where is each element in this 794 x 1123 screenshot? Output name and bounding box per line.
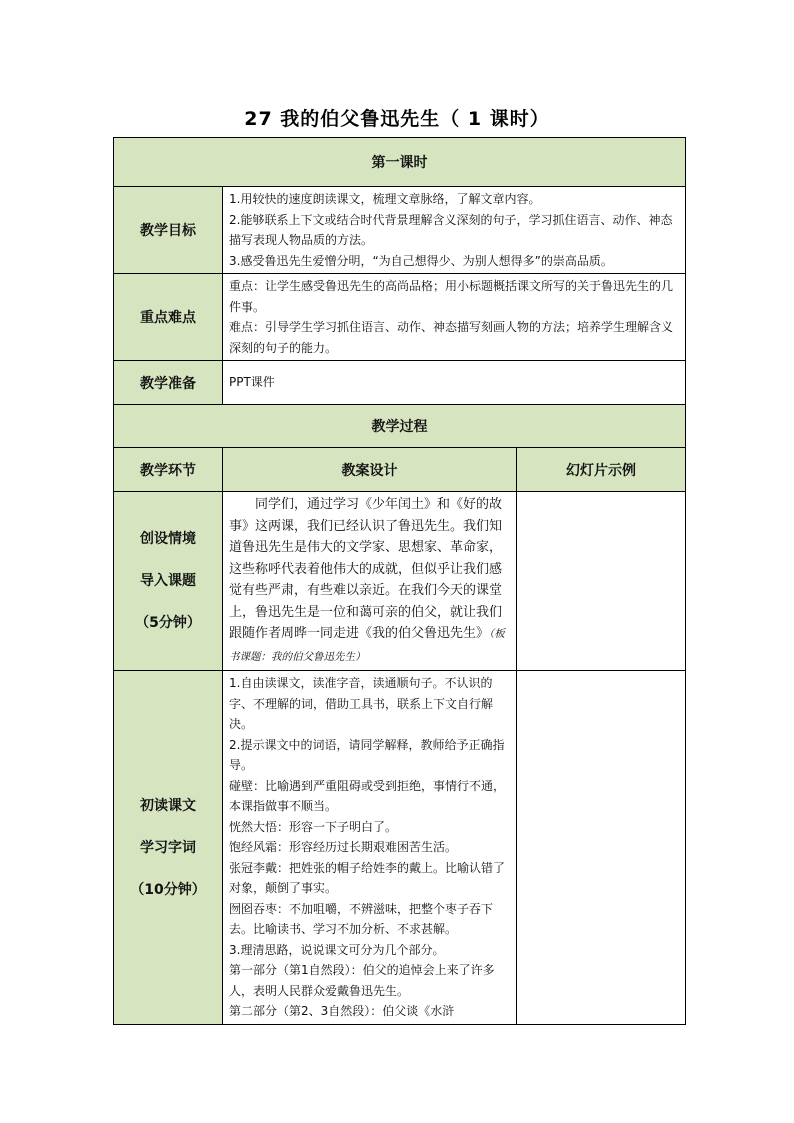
column-header-design: 教案设计 [223, 448, 517, 492]
process-title-row [114, 405, 686, 448]
design-line: 碰壁：比喻遇到严重阻碍或受到拒绝，事情行不通，本课指做事不顺当。 [229, 778, 506, 813]
design-line: 第一部分（第1自然段）：伯父的追悼会上来了许多人，表明人民群众爱戴鲁迅先生。 [229, 963, 495, 998]
stage-label-line: （5分钟） [135, 615, 201, 631]
intro-text: 同学们，通过学习《少年闰土》和《好的故事》这两课，我们已经认识了鲁迅先生。我们知道鲁迅先生是伟大的文学家、思想家、革命家，这些称呼代表着他伟大的成就，但似乎让我们感觉有些严肃，有些难以亲近。在我们今天的课堂上，鲁迅先生是一位和蔼可亲的伯父，就让我们跟随作者周晔一同走进《我的伯父鲁迅先生》 [229, 497, 503, 641]
column-header-stage: 教学环节 [114, 448, 223, 492]
stage-label-line: 导入课题 [140, 573, 196, 589]
stage-design [223, 671, 517, 1025]
design-line: 2.提示课文中的词语，请同学解释，教师给予正确指导。 [229, 737, 505, 772]
keypoints-label: 重点难点 [114, 274, 223, 361]
design-line: 1.自由读课文，读准字音，读通顺句子。不认识的字、不理解的词，借助工具书，联系上下文自行解决。 [229, 676, 494, 731]
stage-label-line: （10分钟） [130, 881, 206, 898]
design-line: 张冠李戴：把姓张的帽子给姓李的戴上。比喻认错了对象，颠倒了事实。 [229, 860, 506, 895]
stage-slide [517, 671, 686, 1025]
design-line: 3.理清思路，说说课文可分为几个部分。 [229, 942, 445, 957]
stage-slide [517, 492, 686, 671]
stage-design [223, 492, 517, 671]
stage-row [114, 671, 686, 1025]
process-title: 教学过程 [114, 405, 686, 448]
keypoints-row [114, 274, 686, 361]
keypoint-item: 重点：让学生感受鲁迅先生的高尚品格；用小标题概括课文所写的关于鲁迅先生的几件事。 [229, 279, 674, 314]
preparation-value: PPT课件 [223, 361, 686, 405]
goals-row [114, 187, 686, 274]
design-line: 恍然大悟：形容一下子明白了。 [229, 819, 398, 834]
preparation-row [114, 361, 686, 405]
page-title: 27 我的伯父鲁迅先生（ 1 课时） [244, 108, 550, 130]
stage-row [114, 492, 686, 671]
stage-label-line: 初读课文 [140, 797, 196, 814]
stage-label [114, 492, 223, 671]
goal-item: 3.感受鲁迅先生爱憎分明，“为自己想得少、为别人想得多”的崇高品质。 [229, 253, 613, 268]
keypoint-item: 难点：引导学生学习抓住语言、动作、神态描写刻画人物的方法；培养学生理解含义深刻的句子的能力。 [229, 320, 674, 355]
goals-content [223, 187, 686, 274]
keypoints-content [223, 274, 686, 361]
stage-label-line: 创设情境 [140, 531, 196, 547]
process-header-row [114, 448, 686, 492]
stage-label-line: 学习字词 [140, 839, 196, 856]
blackboard-note: （板书课题：我的伯父鲁迅先生） [229, 628, 505, 663]
column-header-slides: 幻灯片示例 [517, 448, 686, 492]
goal-item: 2.能够联系上下文或结合时代背景理解含义深刻的句子，学习抓住语言、动作、神态描写表现人物品质的方法。 [229, 212, 673, 247]
design-line: 囫囵吞枣：不加咀嚼，不辨滋味，把整个枣子吞下去。比喻读书、学习不加分析、不求甚解。 [229, 901, 494, 936]
preparation-label: 教学准备 [114, 361, 223, 405]
stage-label [114, 671, 223, 1025]
lesson-plan-table [113, 137, 686, 1025]
design-line: 第二部分（第2、3自然段）：伯父谈《水浒 [229, 1004, 455, 1018]
session-header: 第一课时 [114, 138, 686, 187]
goal-item: 1.用较快的速度朗读课文，梳理文章脉络，了解文章内容。 [229, 192, 541, 206]
stage-design-text [229, 494, 512, 668]
goals-label: 教学目标 [114, 187, 223, 274]
design-line: 饱经风霜：形容经历过长期艰难困苦生活。 [229, 840, 458, 854]
session-row [114, 138, 686, 187]
